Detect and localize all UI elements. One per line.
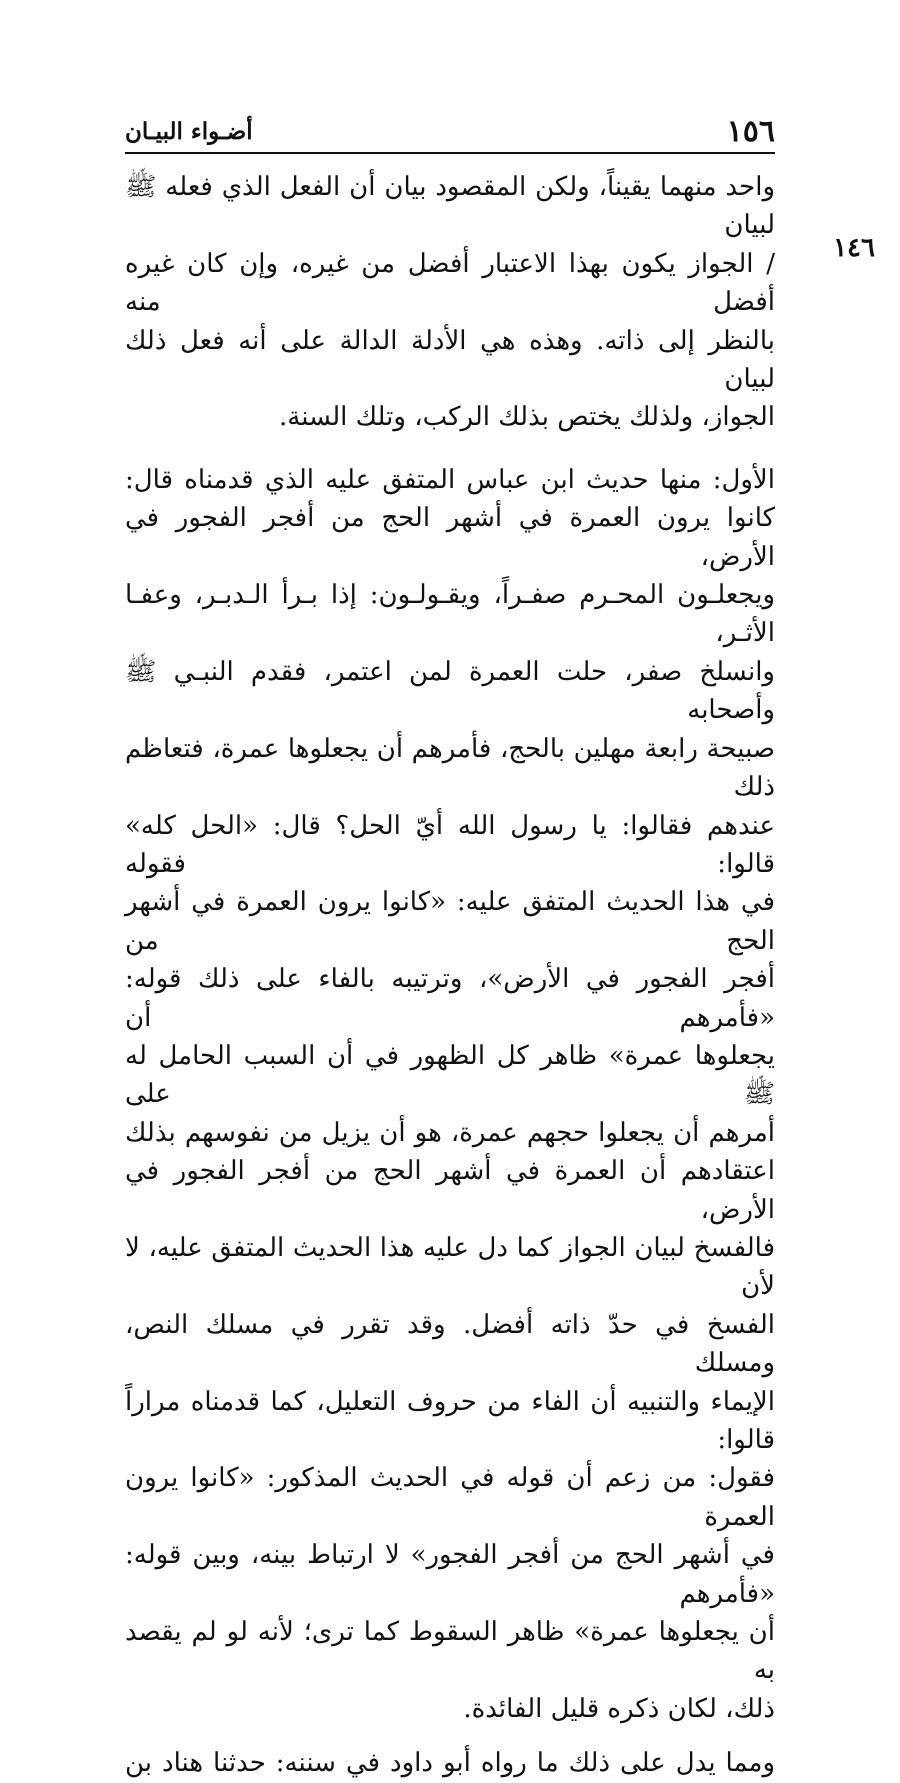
text-line: الأول: منها حديث ابن عباس المتفق عليه الذي قدمناه قال: [125,464,775,495]
text-line: ويجعلـون المحـرم صفـراً، ويقـولـون: إذا بـرأ الـدبـر، وعفـا الأثـر، [125,580,775,649]
margin-page-reference: ١٤٦ [833,233,875,263]
text-line: في هذا الحديث المتفق عليه: «كانوا يرون العمرة في أشهر الحج من [125,887,775,956]
text-line: فالفسخ لبيان الجواز كما دل عليه هذا الحديث المتفق عليه، لا لأن [125,1232,775,1302]
page-body [125,168,775,1783]
paragraph [125,461,775,1728]
page-number: ١٥٦ [726,114,775,149]
text-line: يجعلوها عمرة» ظاهر كل الظهور في أن السبب الحامل له ﷺ على [125,1040,775,1110]
text-line: عندهم فقالوا: يا رسول الله أيّ الحل؟ قال: «الحل كله» قالوا: فقوله [125,810,775,879]
book-title: أضـواء البيـان [125,118,253,145]
paragraph [125,168,775,437]
text-line: بالنظر إلى ذاته. وهذه هي الأدلة الدالة على أنه فعل ذلك لبيان [125,325,775,395]
paragraph [125,1744,775,1782]
text-line: أمرهم أن يجعلوا حجهم عمرة، هو أن يزيل من نفوسهم بذلك [125,1117,775,1148]
text-line: كانوا يرون العمرة في أشهر الحج من أفجر الفجور في الأرض، [125,503,775,572]
running-header [125,112,775,154]
text-line: الجواز، ولذلك يختص بذلك الركب، وتلك السنة. [278,402,775,433]
text-line: واحد منهما يقيناً، ولكن المقصود بيان أن الفعل الذي فعله ﷺ لبيان [125,172,775,241]
text-line: اعتقادهم أن العمرة في أشهر الحج من أفجر الفجور في الأرض، [125,1156,775,1225]
text-line: ومما يدل على ذلك ما رواه أبو داود في سننه: حدثنا هناد بن [125,1748,775,1779]
text-line: الفسخ في حدّ ذاته أفضل. وقد تقرر في مسلك النص، ومسلك [125,1309,775,1379]
text-line: صبيحة رابعة مهلين بالحج، فأمرهم أن يجعلوها عمرة، فتعاظم ذلك [125,733,775,803]
text-line: وانسلخ صفر، حلت العمرة لمن اعتمر، فقدم النبـي ﷺ وأصحابه [125,656,775,726]
text-line: الإيماء والتنبيه أن الفاء من حروف التعليل، كما قدمناه مراراً قالوا: [125,1386,775,1455]
text-line: في أشهر الحج من أفجر الفجور» لا ارتباط بينه، وبين قوله: «فأمرهم [125,1540,775,1609]
text-line: / الجواز يكون بهذا الاعتبار أفضل من غيره، وإن كان غيره أفضل منه [125,248,775,318]
text-line: أفجر الفجور في الأرض»، وترتيبه بالفاء على ذلك قوله: «فأمرهم أن [125,964,775,1033]
text-line: ذلك، لكان ذكره قليل الفائدة. [463,1693,775,1724]
text-line: أن يجعلوها عمرة» ظاهر السقوط كما ترى؛ لأنه لو لم يقصد به [125,1617,775,1686]
text-line: فقول: من زعم أن قوله في الحديث المذكور: «كانوا يرون العمرة [125,1463,775,1532]
